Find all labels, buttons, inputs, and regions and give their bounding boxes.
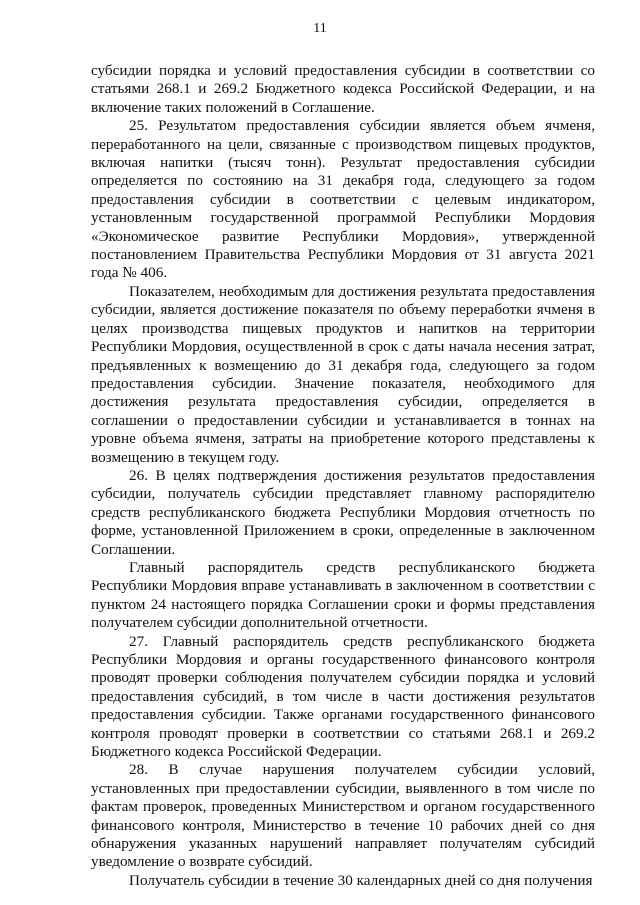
paragraph-item-27: 27. Главный распорядитель средств республиканского бюджета Республики Мордовия и органы государственного финансового контроля проводят проверки соблюдения получателем субсидии порядка и условий предоставления субсидий, в том числе в части достижения результатов предоставления субсидии. Также органами государственного финансового контроля проводят проверки в соответствии со статьями 268.1 и 269.2 Бюджетного кодекса Российской Федерации. bbox=[91, 632, 595, 761]
paragraph-indicator: Показателем, необходимым для достижения результата предоставления субсидии, является достижение показателя по объему переработки ячменя в целях производства пищевых продуктов и напитков на территории Республики Мордовия, осуществленной в срок с даты начала несения затрат, предъявленных к возмещению до 31 декабря года, следующего за годом предоставления субсидии. Значение показателя, необходимого для достижения результата предоставления субсидии, определяется в соглашении о предоставлении субсидии и устанавливается в тоннах на уровне объема ячменя, затраты на приобретение которого представлены к возмещению в текущем году. bbox=[91, 282, 595, 466]
paragraph-item-26: 26. В целях подтверждения достижения результатов предоставления субсидии, получатель субсидии представляет главному распорядителю средств республиканского бюджета Республики Мордовия отчетность по форме, установленной Приложением в сроки, определенные в заключенном Соглашении. bbox=[91, 466, 595, 558]
document-body bbox=[91, 62, 595, 890]
paragraph-continuation: субсидии порядка и условий предоставления субсидии в соответствии со статьями 268.1 и 269.2 Бюджетного кодекса Российской Федерации, и на включение таких положений в Соглашение. bbox=[91, 62, 595, 116]
paragraph-additional-reporting: Главный распорядитель средств республиканского бюджета Республики Мордовия вправе устанавливать в заключенном в соответствии с пунктом 24 настоящего порядка Соглашении сроки и формы представления получателем субсидии дополнительной отчетности. bbox=[91, 558, 595, 632]
paragraph-refund-start: Получатель субсидии в течение 30 календарных дней со дня получения bbox=[129, 871, 593, 889]
paragraph-item-28: 28. В случае нарушения получателем субсидии условий, установленных при предоставлении субсидии, выявленного в том числе по фактам проверок, проведенных Министерством и органом государственного финансового контроля, Министерство в течение 10 рабочих дней со дня обнаружения указанных нарушений направляет получателям субсидий уведомление о возврате субсидий. bbox=[91, 761, 595, 871]
paragraph-item-25: 25. Результатом предоставления субсидии является объем ячменя, переработанного на цели, связанные с производством пищевых продуктов, включая напитки (тысяч тонн). Результат предоставления субсидии определяется по состоянию на 31 декабря года, следующего за годом предоставления субсидии в соответствии с целевым индикатором, установленным государственной программой Республики Мордовия «Экономическое развитие Республики Мордовия», утвержденной постановлением Правительства Республики Мордовия от 31 августа 2021 года № 406. bbox=[91, 117, 595, 282]
page-number: 11 bbox=[313, 21, 327, 36]
